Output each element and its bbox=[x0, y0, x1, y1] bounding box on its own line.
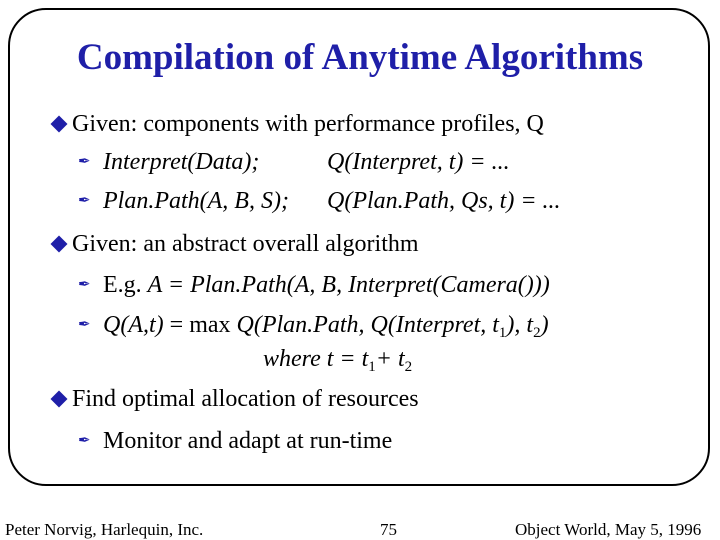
t-var-2: t bbox=[526, 312, 534, 338]
sub-bullet-1-2 bbox=[103, 187, 289, 215]
where-sub-1: 1 bbox=[368, 359, 376, 375]
sub-1: 1 bbox=[498, 325, 507, 341]
bullet-1-lead: Given: bbox=[72, 111, 144, 137]
sub-bullet-2-1 bbox=[103, 271, 550, 299]
bullet-2-text: an abstract overall algorithm bbox=[143, 231, 419, 257]
pen-icon: ✒ bbox=[78, 433, 91, 449]
sub-bullet-1-1-right: Q(Interpret, t) = ... bbox=[327, 149, 510, 175]
sub-bullet-1-2-right: Q(Plan.Path, Qs, t) = ... bbox=[327, 188, 561, 214]
slide-title: Compilation of Anytime Algorithms bbox=[76, 37, 644, 78]
where-sub-2: 2 bbox=[404, 359, 413, 375]
q-lhs: Q(A,t) bbox=[103, 312, 164, 338]
end-paren: ) bbox=[540, 312, 549, 338]
bullet-3 bbox=[72, 385, 419, 413]
sub-bullet-1-1-right-wrap bbox=[327, 148, 510, 176]
bullet-1-text: components with performance profiles, Q bbox=[143, 111, 544, 137]
sub-bullet-1-1-left: Interpret(Data); bbox=[103, 149, 260, 175]
sub-bullet-2-3 bbox=[263, 345, 412, 373]
sub-bullet-2-2 bbox=[103, 311, 549, 339]
sub-2: 2 bbox=[533, 325, 541, 341]
sub-bullet-2-1-prefix: E.g. bbox=[103, 272, 148, 298]
where-word: where bbox=[263, 346, 327, 372]
sub-bullet-3-1 bbox=[103, 427, 392, 455]
eq-max: = max bbox=[163, 312, 237, 338]
close-paren: ), bbox=[506, 312, 527, 338]
pen-icon: ✒ bbox=[78, 154, 91, 170]
pen-icon: ✒ bbox=[78, 277, 91, 293]
pen-icon: ✒ bbox=[78, 317, 91, 333]
where-lhs: t = t bbox=[326, 346, 369, 372]
pen-icon: ✒ bbox=[78, 193, 91, 209]
footer-page-number: 75 bbox=[380, 520, 397, 539]
bullet-2-lead: Given: bbox=[72, 231, 144, 257]
bullet-3-text: optimal allocation of resources bbox=[122, 386, 419, 412]
bullet-2 bbox=[72, 230, 419, 258]
sub-bullet-1-2-right-wrap bbox=[327, 187, 561, 215]
sub-bullet-1-2-left: Plan.Path(A, B, S); bbox=[103, 188, 289, 214]
sub-bullet-1-1 bbox=[103, 148, 259, 176]
q-outer: Q(Plan.Path, Q(Interpret, bbox=[236, 312, 493, 338]
t-var-1: t bbox=[492, 312, 499, 338]
bullet-1 bbox=[72, 110, 544, 138]
sub-bullet-2-1-formula: A = Plan.Path(A, B, Interpret(Camera())) bbox=[147, 272, 550, 298]
sub-bullet-3-1-text: Monitor and adapt at run-time bbox=[103, 428, 393, 454]
footer-author: Peter Norvig, Harlequin, Inc. bbox=[5, 520, 204, 539]
where-plus: + t bbox=[375, 346, 405, 372]
bullet-3-lead: Find bbox=[72, 386, 123, 412]
footer-event: Object World, May 5, 1996 bbox=[515, 520, 702, 539]
